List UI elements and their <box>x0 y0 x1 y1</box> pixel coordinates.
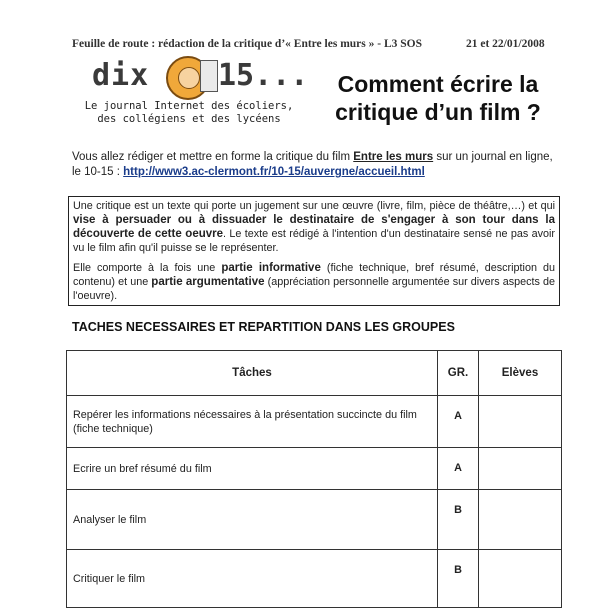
intro-text-after: sur un journal en ligne, le 10-15 : <box>72 151 553 178</box>
table-row <box>67 448 562 490</box>
column-header-group: GR. <box>438 351 479 396</box>
logo-tagline-line1: Le journal Internet des écoliers, <box>84 100 294 112</box>
logo-number: 15... <box>218 58 309 93</box>
intro-paragraph <box>72 150 560 180</box>
group-cell: B <box>438 550 479 608</box>
journal-link[interactable]: http://www3.ac-clermont.fr/10-15/auvergne/accueil.html <box>123 166 425 178</box>
group-cell: A <box>438 448 479 490</box>
group-cell: B <box>438 490 479 550</box>
page-title <box>318 70 558 126</box>
logo-tagline-line2: des collégiens et des lycéens <box>97 113 281 125</box>
column-header-tasks: Tâches <box>67 351 438 396</box>
def-text: (appréciation personnelle argumentée sur divers aspects de l'oeuvre). <box>73 276 555 302</box>
def-bold-text: vise à persuader ou à dissuader le destinataire de s'engager à son tour dans la découverte de cette oeuvre <box>73 214 555 240</box>
section-title: TACHES NECESSAIRES ET REPARTITION DANS LES GROUPES <box>72 320 455 334</box>
def-text: Une critique est un texte qui porte un jugement sur une œuvre (livre, film, pièce de théâtre,…) et qui <box>73 200 555 212</box>
column-header-students: Elèves <box>479 351 562 396</box>
task-cell: Critiquer le film <box>67 550 438 608</box>
dix15-logo <box>82 56 309 130</box>
title-line2: critique d’un film ? <box>335 99 541 125</box>
def-bold-text: partie argumentative <box>151 276 265 288</box>
task-cell: Analyser le film <box>67 490 438 550</box>
definition-paragraph-1 <box>73 199 555 255</box>
header-left-title: Feuille de route : rédaction de la critique d’« Entre les murs » - L3 SOS <box>72 38 422 50</box>
logo-newspaper-icon <box>200 60 218 92</box>
table-row <box>67 396 562 448</box>
students-cell[interactable] <box>479 490 562 550</box>
film-title: Entre les murs <box>353 151 434 163</box>
table-row <box>67 550 562 608</box>
header-date: 21 et 22/01/2008 <box>466 38 545 50</box>
logo-word: dix <box>92 58 150 93</box>
table-row <box>67 490 562 550</box>
def-text: Elle comporte à la fois une <box>73 262 222 274</box>
def-bold-text: partie informative <box>221 262 321 274</box>
students-cell[interactable] <box>479 448 562 490</box>
group-cell: A <box>438 396 479 448</box>
task-cell: Ecrire un bref résumé du film <box>67 448 438 490</box>
title-line1: Comment écrire la <box>337 71 539 97</box>
table-header-row <box>67 351 562 396</box>
def-text: (fiche technique, bref résumé, description du contenu) et une <box>73 262 555 288</box>
students-cell[interactable] <box>479 550 562 608</box>
logo-tagline <box>84 100 294 126</box>
task-cell: Repérer les informations nécessaires à la présentation succincte du film (fiche technique) <box>67 396 438 448</box>
definition-box <box>68 196 560 306</box>
intro-text-before: Vous allez rédiger et mettre en forme la critique du film <box>72 151 354 163</box>
students-cell[interactable] <box>479 396 562 448</box>
definition-paragraph-2 <box>73 261 555 303</box>
def-text: . Le texte est rédigé à l'intention d'un destinataire sensé ne pas avoir vu le film afin qu'il puisse se le représenter. <box>73 228 556 254</box>
tasks-table <box>66 350 562 608</box>
